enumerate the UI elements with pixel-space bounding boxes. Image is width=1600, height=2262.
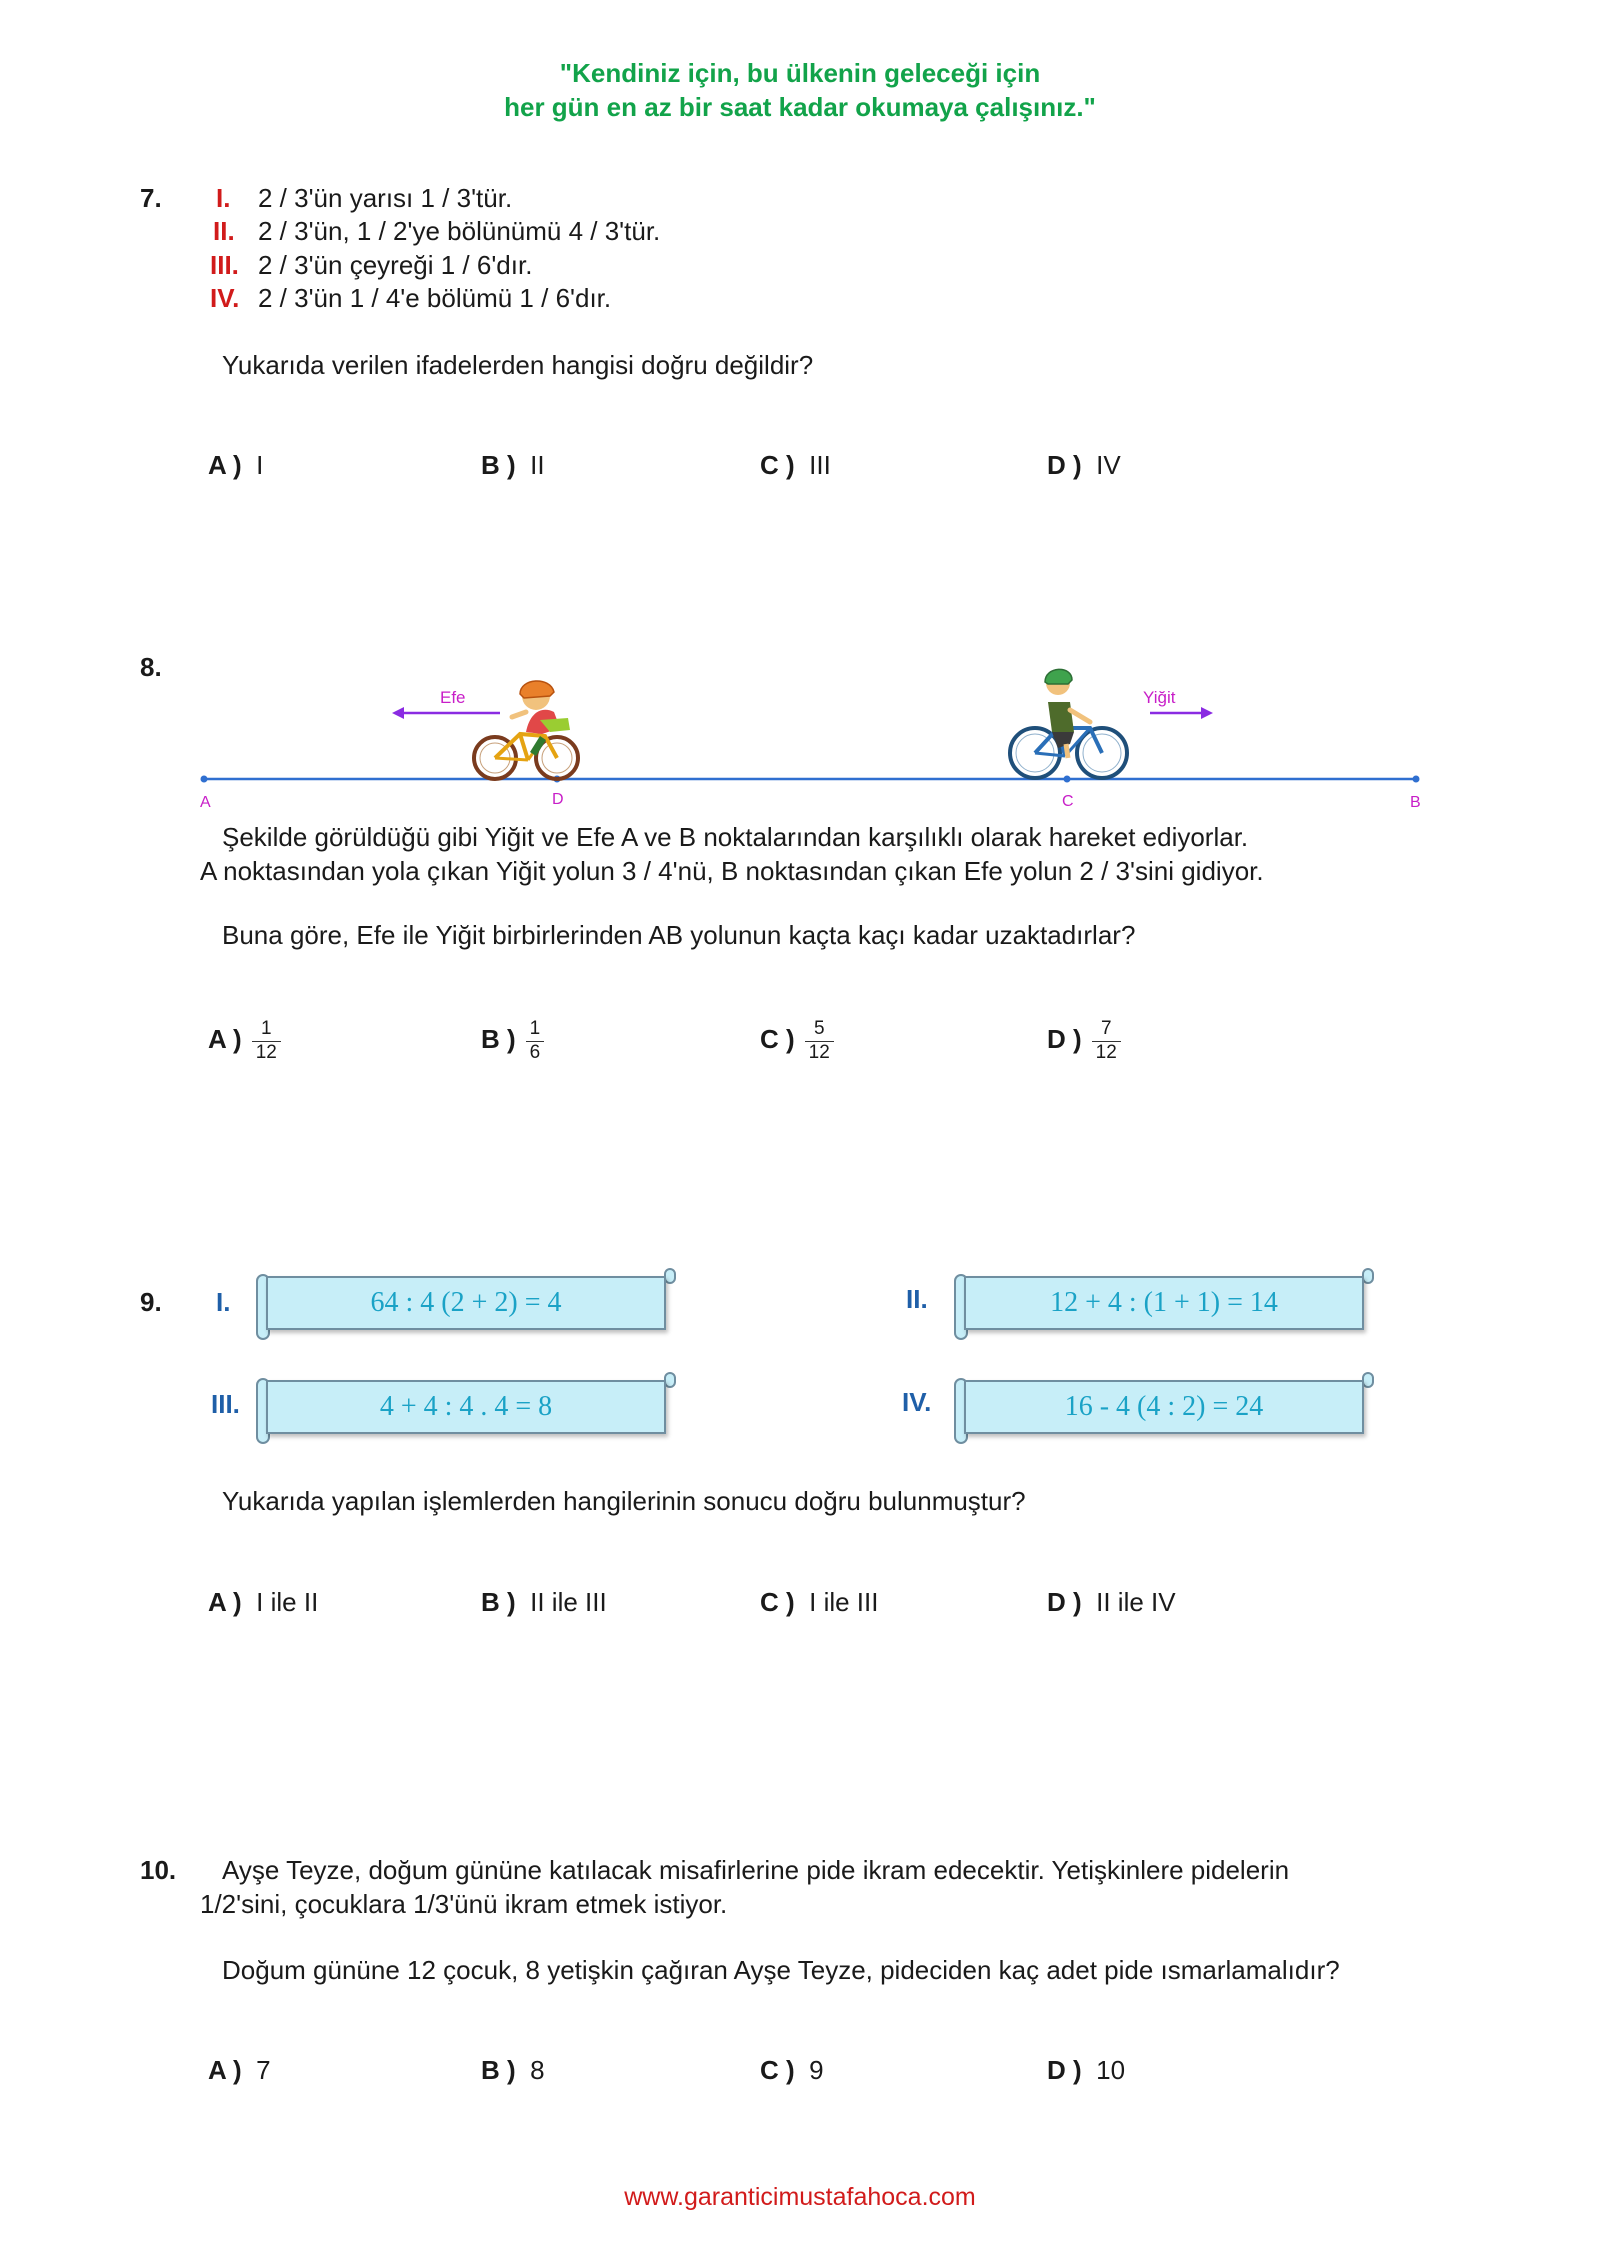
q10-option-a[interactable] [208,2055,271,2086]
q9-expression-2: 12 + 4 : (1 + 1) = 14 [964,1276,1364,1330]
q7-option-b[interactable] [481,450,545,481]
question-9-number: 9. [140,1287,162,1317]
q9-option-a[interactable] [208,1587,318,1618]
option-text: II [530,450,545,480]
option-letter: A ) [208,450,242,480]
yigit-cyclist-icon [1010,669,1127,778]
q10-text-line-1: Ayşe Teyze, doğum gününe katılacak misafirlerine pide ikram edecektir. Yetişkinlere pidelerin [222,1855,1290,1885]
option-letter: D ) [1047,1024,1082,1055]
option-fraction [805,1018,834,1065]
q9-scroll-box-1 [256,1270,676,1332]
option-text: 8 [530,2055,545,2085]
question-8-number: 8. [140,652,162,682]
option-text: I [256,450,264,480]
point-c-label: C [1062,793,1074,810]
option-fraction [526,1018,545,1065]
option-letter: C ) [760,2055,795,2085]
q8-question: Buna göre, Efe ile Yiğit birbirlerinden AB yolunun kaçta kaçı kadar uzaktadırlar? [222,920,1136,950]
fraction-denominator: 12 [1095,1041,1117,1063]
efe-cyclist-icon [474,681,578,779]
option-text: 9 [809,2055,824,2085]
q8-option-a[interactable] [208,1018,281,1065]
fraction-denominator: 6 [529,1041,541,1063]
fraction-numerator: 1 [526,1018,545,1042]
q9-question: Yukarıda yapılan işlemlerden hangilerinin sonucu doğru bulunmuştur? [222,1486,1026,1516]
efe-arrow-head-icon [392,707,404,719]
q9-roman-2: II. [906,1284,928,1314]
header-quote-line-1: "Kendiniz için, bu ülkenin geleceği için [559,58,1041,88]
footer-website-link[interactable]: www.garanticimustafahoca.com [624,2183,976,2211]
option-letter: C ) [760,1024,795,1055]
q9-expression-4: 16 - 4 (4 : 2) = 24 [964,1380,1364,1434]
option-text: 7 [256,2055,271,2085]
point-a-label: A [200,794,211,811]
point-b-dot [1413,776,1420,783]
option-text: I ile III [809,1587,879,1617]
q9-scroll-box-3 [256,1374,676,1436]
q9-option-b[interactable] [481,1587,607,1618]
q10-option-d[interactable] [1047,2055,1125,2086]
option-letter: B ) [481,1024,516,1055]
q7-statement-3: 2 / 3'ün çeyreği 1 / 6'dır. [258,250,533,280]
option-letter: D ) [1047,450,1082,480]
q10-text-line-2: 1/2'sini, çocuklara 1/3'ünü ikram etmek istiyor. [200,1889,728,1919]
q7-roman-2: II. [213,216,235,246]
option-letter: B ) [481,1587,516,1617]
q9-scroll-box-2 [954,1270,1374,1332]
option-letter: A ) [208,1587,242,1617]
option-letter: A ) [208,1024,242,1055]
q7-statement-4: 2 / 3'ün 1 / 4'e bölümü 1 / 6'dır. [258,283,612,313]
point-a-dot [201,776,208,783]
yigit-label: Yiğit [1143,688,1176,707]
fraction-denominator: 12 [808,1041,830,1063]
option-text: IV [1096,450,1121,480]
q7-option-c[interactable] [760,450,831,481]
q7-question: Yukarıda verilen ifadelerden hangisi doğru değildir? [222,350,814,380]
fraction-numerator: 7 [1092,1018,1121,1042]
option-letter: A ) [208,2055,242,2085]
point-b-label: B [1410,794,1421,811]
q10-option-c[interactable] [760,2055,824,2086]
option-fraction [1092,1018,1121,1065]
efe-label: Efe [440,688,466,707]
q8-option-c[interactable] [760,1018,834,1065]
option-text: 10 [1096,2055,1126,2085]
point-d-label: D [552,791,564,808]
q8-option-d[interactable] [1047,1018,1121,1065]
option-text: II ile III [530,1587,607,1617]
q7-roman-1: I. [216,183,231,213]
fraction-numerator: 1 [252,1018,281,1042]
question-7-number: 7. [140,183,162,213]
q7-roman-3: III. [210,250,239,280]
question-10-number: 10. [140,1855,177,1885]
q7-option-a[interactable] [208,450,263,481]
point-c-dot [1064,776,1071,783]
q9-roman-1: I. [216,1287,231,1317]
fraction-numerator: 5 [805,1018,834,1042]
q7-statement-2: 2 / 3'ün, 1 / 2'ye bölünümü 4 / 3'tür. [258,216,661,246]
q7-option-d[interactable] [1047,450,1121,481]
q9-scroll-box-4 [954,1374,1374,1436]
q8-text-line-2: A noktasından yola çıkan Yiğit yolun 3 / 4'nü, B noktasından çıkan Efe yolun 2 / 3'sini gidiyor. [200,856,1264,886]
cyclists-figure [190,640,1450,815]
q9-option-c[interactable] [760,1587,878,1618]
option-letter: B ) [481,2055,516,2085]
q9-expression-1: 64 : 4 (2 + 2) = 4 [266,1276,666,1330]
q8-option-b[interactable] [481,1018,544,1065]
yigit-arrow-head-icon [1201,707,1213,719]
option-letter: D ) [1047,1587,1082,1617]
q9-expression-3: 4 + 4 : 4 . 4 = 8 [266,1380,666,1434]
option-letter: B ) [481,450,516,480]
q10-option-b[interactable] [481,2055,545,2086]
q9-roman-4: IV. [902,1387,932,1417]
option-letter: D ) [1047,2055,1082,2085]
option-letter: C ) [760,450,795,480]
q9-roman-3: III. [211,1389,240,1419]
q10-question: Doğum gününe 12 çocuk, 8 yetişkin çağıran Ayşe Teyze, pideciden kaç adet pide ısmarlamalıdır? [222,1955,1340,1985]
q7-roman-4: IV. [210,283,240,313]
q7-statement-1: 2 / 3'ün yarısı 1 / 3'tür. [258,183,513,213]
fraction-denominator: 12 [255,1041,277,1063]
option-letter: C ) [760,1587,795,1617]
option-text: II ile IV [1096,1587,1176,1617]
header-quote-line-2: her gün en az bir saat kadar okumaya çalışınız." [504,92,1096,122]
q9-option-d[interactable] [1047,1587,1176,1618]
q8-text-line-1: Şekilde görüldüğü gibi Yiğit ve Efe A ve B noktalarından karşılıklı olarak hareket ediyorlar. [222,822,1249,852]
option-text: I ile II [256,1587,319,1617]
option-text: III [809,450,831,480]
option-fraction [252,1018,281,1065]
